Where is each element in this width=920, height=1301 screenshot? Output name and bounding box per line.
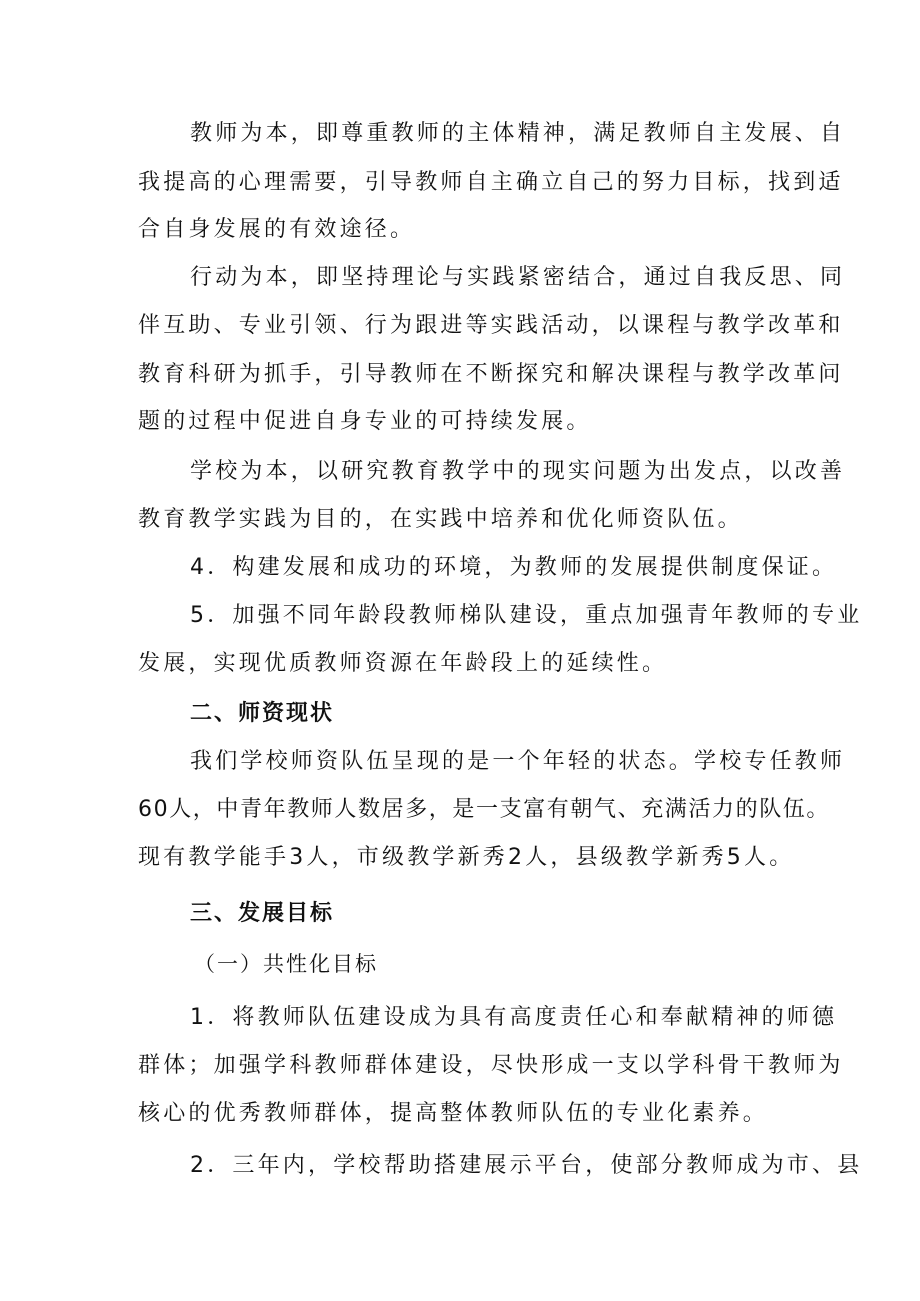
paragraph-line: 教育科研为抓手，引导教师在不断探究和解决课程与教学改革问	[138, 362, 844, 387]
numbered-item-1: 1．将教师队伍建设成为具有高度责任心和奉献精神的师德	[190, 1005, 838, 1030]
paragraph-line: 伴互助、专业引领、行为跟进等实践活动，以课程与教学改革和	[138, 313, 844, 338]
paragraph-line: 发展，实现优质教师资源在年龄段上的延续性。	[138, 651, 668, 676]
numbered-item-2: 2．三年内，学校帮助搭建展示平台，使部分教师成为市、县	[190, 1153, 863, 1178]
paragraph-line: 群体；加强学科教师群体建设，尽快形成一支以学科骨干教师为	[138, 1053, 844, 1078]
paragraph-line: 现有教学能手3人，市级教学新秀2人，县级教学新秀5人。	[138, 845, 795, 870]
paragraph-line: 教师为本，即尊重教师的主体精神，满足教师自主发展、自	[190, 121, 846, 146]
paragraph-line: 教育教学实践为目的，在实践中培养和优化师资队伍。	[138, 507, 743, 532]
subsection-heading: （一）共性化目标	[194, 952, 378, 976]
numbered-item-5: 5．加强不同年龄段教师梯队建设，重点加强青年教师的专业	[190, 603, 863, 628]
paragraph-line: 我提高的心理需要，引导教师自主确立自己的努力目标，找到适	[138, 170, 844, 195]
numbered-item-4: 4．构建发展和成功的环境，为教师的发展提供制度保证。	[190, 555, 838, 580]
paragraph-line: 合自身发展的有效途径。	[138, 217, 416, 242]
paragraph-line: 行动为本，即坚持理论与实践紧密结合，通过自我反思、同	[190, 265, 846, 290]
paragraph-line: 核心的优秀教师群体，提高整体教师队伍的专业化素养。	[138, 1101, 769, 1126]
paragraph-line: 60人，中青年教师人数居多，是一支富有朝气、充满活力的队伍。	[138, 797, 830, 822]
paragraph-line: 题的过程中促进自身专业的可持续发展。	[138, 409, 592, 434]
section-heading: 三、发展目标	[190, 901, 335, 926]
paragraph-line: 学校为本，以研究教育教学中的现实问题为出发点，以改善	[190, 459, 846, 484]
section-heading: 二、师资现状	[190, 701, 335, 726]
paragraph-line: 我们学校师资队伍呈现的是一个年轻的状态。学校专任教师	[190, 749, 846, 774]
